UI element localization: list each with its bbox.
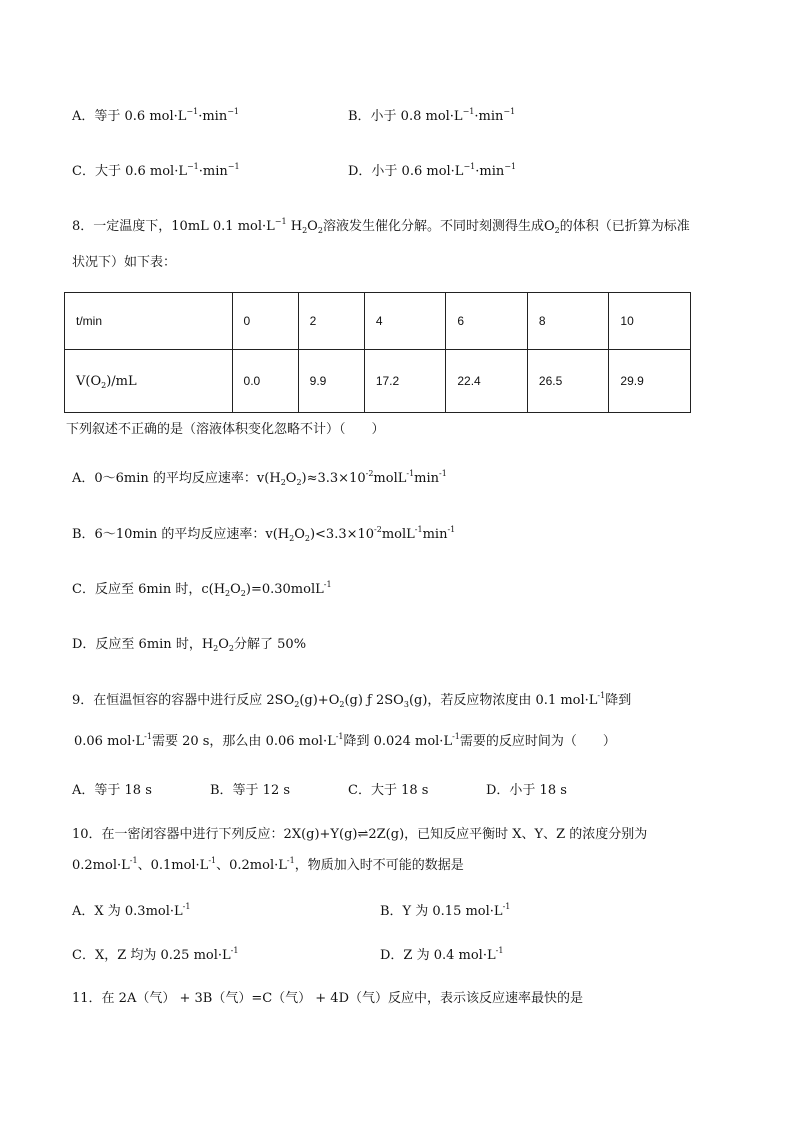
table-row-volume bbox=[65, 350, 691, 413]
q8-question: 下列叙述不正确的是（溶液体积变化忽略不计）（ ） bbox=[66, 422, 385, 437]
q8-option-b: B．6～10min 的平均反应速率：$v(H_2O_2)<3.3\times 10^{-2}molL^{-1}\min^{-1}$ bbox=[72, 525, 456, 543]
q7-option-d: D．小于 0.6 $mol\cdot L^{-1}\cdot\min^{-1}$ bbox=[348, 162, 517, 179]
q10-stem-line1: 10．在一密闭容器中进行下列反应：2X(g)+Y(g)⇌2Z(g)，已知反应平衡时 X、Y、Z 的浓度分别为 bbox=[72, 827, 648, 842]
table-cell: 0 bbox=[232, 293, 298, 350]
table-cell: 2 bbox=[298, 293, 364, 350]
q8-option-a: A．0～6min 的平均反应速率：$v(H_2O_2)\approx 3.3\times 10^{-2}molL^{-1}\min^{-1}$ bbox=[72, 469, 447, 487]
table-cell: 4 bbox=[364, 293, 446, 350]
table-header-volume: $V(O_2)/mL$ bbox=[65, 350, 233, 413]
q8-stem-line1: 8．一定温度下，10mL 0.1 $mol\cdot L^{-1}$ $H_2O_2$溶液发生催化分解。不同时刻测得生成$O_2$的体积（已折算为标准 bbox=[72, 217, 690, 235]
q7-option-c: C．大于 0.6 $mol\cdot L^{-1}\cdot\min^{-1}$ bbox=[72, 162, 240, 179]
table-cell: 8 bbox=[527, 293, 609, 350]
table-cell: 0.0 bbox=[232, 350, 298, 413]
q7-option-b: B．小于 0.8 $mol\cdot L^{-1}\cdot\min^{-1}$ bbox=[348, 107, 516, 124]
q8-data-table bbox=[64, 292, 691, 413]
q10-option-b: B．Y 为 0.15 $mol\cdot L^{-1}$ bbox=[380, 902, 511, 919]
table-cell: 22.4 bbox=[446, 350, 528, 413]
q8-stem-line2: 状况下）如下表： bbox=[72, 255, 177, 270]
q10-option-a: A．X 为 $0.3mol\cdot L^{-1}$ bbox=[72, 902, 191, 919]
table-cell: 9.9 bbox=[298, 350, 364, 413]
q7-option-a: A．等于 0.6 $mol\cdot L^{-1}\cdot\min^{-1}$ bbox=[72, 107, 239, 124]
q8-option-c: C．反应至 6min 时，$c(H_2O_2)=0.30molL^{-1}$ bbox=[72, 580, 332, 598]
q11-stem: 11．在 2A（气） + 3B（气）=C（气） + 4D（气）反应中，表示该反应速率最快的是 bbox=[72, 991, 584, 1006]
q9-stem-line1: 9．在恒温恒容的容器中进行反应 $2SO_2(g)+O_2(g)$ ƒ $2SO_3(g)$，若反应物浓度由 0.1 $mol\cdot L^{-1}$降到 bbox=[72, 691, 632, 709]
table-cell: 10 bbox=[609, 293, 691, 350]
q9-option-a: A．等于 18 s bbox=[72, 783, 152, 798]
table-cell: 17.2 bbox=[364, 350, 446, 413]
q10-stem-line2: $0.2mol\cdot L^{-1}$、$0.1mol\cdot L^{-1}$、$0.2mol\cdot L^{-1}$，物质加入时不可能的数据是 bbox=[72, 856, 464, 873]
q9-option-b: B．等于 12 s bbox=[210, 783, 291, 798]
q8-option-d: D．反应至 6min 时，$H_2O_2$分解了 50% bbox=[72, 637, 307, 653]
q9-option-c: C．大于 18 s bbox=[348, 783, 429, 798]
table-row-time bbox=[65, 293, 691, 350]
table-header-time: t/min bbox=[65, 293, 233, 350]
table-cell: 29.9 bbox=[609, 350, 691, 413]
q10-option-c: C．X，Z 均为 0.25 $mol\cdot L^{-1}$ bbox=[72, 946, 239, 963]
table-cell: 26.5 bbox=[527, 350, 609, 413]
q9-stem-line2: 0.06 $mol\cdot L^{-1}$需要 20 s，那么由 0.06 $mol\cdot L^{-1}$降到 0.024 $mol\cdot L^{-1}$需要的反应时间为（ ） bbox=[74, 732, 616, 749]
table-cell: 6 bbox=[446, 293, 528, 350]
q10-option-d: D．Z 为 0.4 $mol\cdot L^{-1}$ bbox=[380, 946, 504, 963]
q9-option-d: D．小于 18 s bbox=[486, 783, 567, 798]
